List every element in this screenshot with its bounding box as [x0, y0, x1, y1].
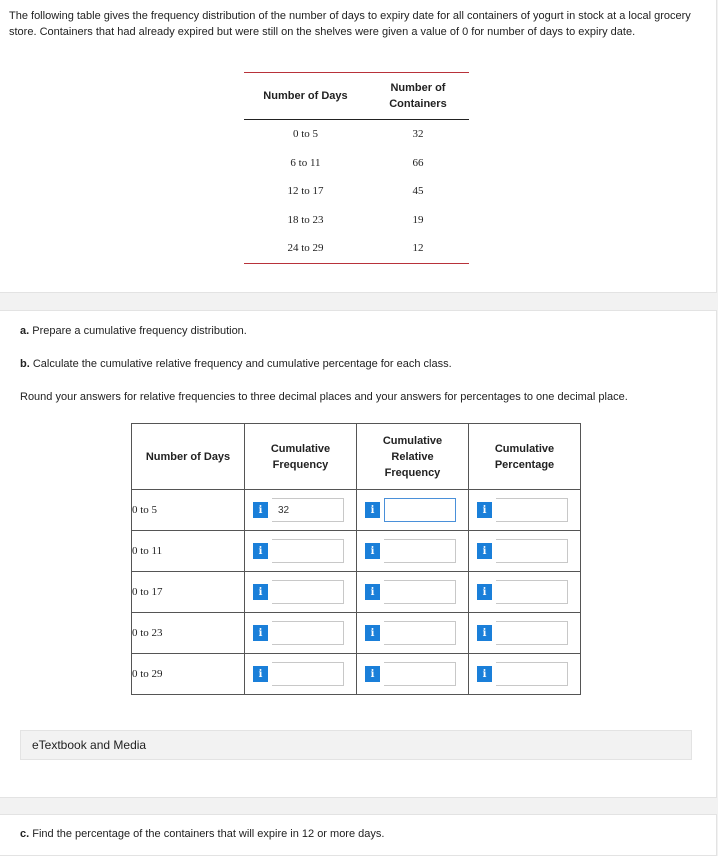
info-icon[interactable]: i — [477, 543, 492, 559]
cumulative-frequency-input[interactable] — [272, 498, 344, 522]
info-icon[interactable]: i — [365, 543, 380, 559]
cumulative-frequency-input[interactable] — [272, 539, 344, 563]
etextbook-media-button[interactable]: eTextbook and Media — [20, 730, 692, 760]
question-b-text: Calculate the cumulative relative frequency and cumulative percentage for each class. — [29, 358, 452, 370]
info-icon[interactable]: i — [477, 502, 492, 518]
row-label: 0 to 17 — [132, 572, 245, 613]
cumulative-percentage-field — [477, 539, 580, 563]
info-icon[interactable]: i — [365, 625, 380, 641]
days-cell: 24 to 29 — [287, 242, 324, 255]
containers-cell: 12 — [412, 242, 424, 255]
header-cumulative-frequency — [245, 424, 357, 490]
cumulative-frequency-input[interactable] — [272, 621, 344, 645]
days-cell: 18 to 23 — [287, 213, 324, 226]
info-icon[interactable]: i — [477, 625, 492, 641]
row-label: 0 to 5 — [132, 490, 245, 531]
question-c-panel — [0, 814, 717, 856]
header-cumulative-relative-frequency-label: Cumulative Relative Frequency — [382, 434, 443, 479]
cumulative-relative-frequency-input[interactable] — [384, 539, 456, 563]
question-b — [20, 358, 452, 370]
cumulative-percentage-input[interactable] — [496, 498, 568, 522]
cumulative-frequency-field — [253, 621, 356, 645]
info-icon[interactable]: i — [365, 584, 380, 600]
header-number-of-days: Number of Days — [132, 424, 245, 490]
cumulative-relative-frequency-field — [365, 580, 468, 604]
col-number-of-containers-label: Number of Containers — [389, 82, 447, 110]
header-cumulative-percentage — [469, 424, 581, 490]
cumulative-percentage-input[interactable] — [496, 621, 568, 645]
cumulative-frequency-cell — [245, 613, 357, 654]
cumulative-relative-frequency-field — [365, 662, 468, 686]
info-icon[interactable]: i — [253, 584, 268, 600]
cumulative-frequency-cell — [245, 572, 357, 613]
cumulative-frequency-field — [253, 662, 356, 686]
question-a-text: Prepare a cumulative frequency distribution. — [29, 325, 247, 337]
cumulative-percentage-cell — [469, 654, 581, 695]
header-cumulative-relative-frequency — [357, 424, 469, 490]
info-icon[interactable]: i — [253, 666, 268, 682]
cumulative-relative-frequency-input[interactable] — [384, 621, 456, 645]
info-icon[interactable]: i — [253, 502, 268, 518]
info-icon[interactable]: i — [477, 584, 492, 600]
question-c-text: Find the percentage of the containers that will expire in 12 or more days. — [29, 828, 385, 840]
row-label: 0 to 29 — [132, 654, 245, 695]
info-icon[interactable]: i — [365, 666, 380, 682]
cumulative-frequency-field — [253, 580, 356, 604]
col-number-of-days: Number of Days — [263, 90, 348, 102]
table-row — [132, 654, 581, 695]
cumulative-relative-frequency-cell — [357, 531, 469, 572]
cumulative-relative-frequency-field — [365, 539, 468, 563]
table-row — [244, 120, 469, 149]
problem-panel — [0, 0, 717, 293]
cumulative-frequency-field — [253, 498, 356, 522]
containers-cell: 19 — [412, 213, 424, 226]
cumulative-percentage-field — [477, 662, 580, 686]
cumulative-relative-frequency-input[interactable] — [384, 662, 456, 686]
containers-cell: 45 — [412, 185, 424, 198]
table-row — [132, 613, 581, 654]
cumulative-frequency-cell — [245, 490, 357, 531]
table-row — [132, 490, 581, 531]
col-number-of-containers — [367, 73, 469, 120]
info-icon[interactable]: i — [365, 502, 380, 518]
table-row — [132, 572, 581, 613]
cumulative-frequency-input[interactable] — [272, 580, 344, 604]
cumulative-relative-frequency-input[interactable] — [384, 580, 456, 604]
cumulative-relative-frequency-input[interactable] — [384, 498, 456, 522]
question-b-label: b. — [20, 358, 30, 370]
rounding-instructions: Round your answers for relative frequencies to three decimal places and your answers for percentages to one decimal place. — [20, 391, 628, 403]
cumulative-percentage-cell — [469, 490, 581, 531]
cumulative-percentage-input[interactable] — [496, 662, 568, 686]
table-row — [244, 206, 469, 235]
cumulative-relative-frequency-cell — [357, 490, 469, 531]
cumulative-percentage-cell — [469, 572, 581, 613]
problem-intro: The following table gives the frequency distribution of the number of days to expiry date for all containers of yogurt in stock at a local grocery store. Containers that had already expired but were still on the shelves were given a value of 0 for number of days to expiry date. — [9, 10, 691, 38]
info-icon[interactable]: i — [477, 666, 492, 682]
containers-cell: 66 — [412, 156, 424, 169]
header-cumulative-percentage-label: Cumulative Percentage — [494, 442, 555, 471]
cumulative-frequency-input[interactable] — [272, 662, 344, 686]
question-ab-panel — [0, 310, 717, 798]
days-cell: 12 to 17 — [287, 185, 324, 198]
cumulative-frequency-cell — [245, 654, 357, 695]
info-icon[interactable]: i — [253, 543, 268, 559]
question-a-label: a. — [20, 325, 30, 337]
days-cell: 6 to 11 — [290, 156, 321, 169]
cumulative-frequency-cell — [245, 531, 357, 572]
info-icon[interactable]: i — [253, 625, 268, 641]
cumulative-percentage-field — [477, 621, 580, 645]
row-label: 0 to 23 — [132, 613, 245, 654]
question-c-label: c. — [20, 828, 30, 840]
cumulative-frequency-field — [253, 539, 356, 563]
cumulative-percentage-cell — [469, 531, 581, 572]
table-row — [244, 177, 469, 206]
cumulative-percentage-field — [477, 498, 580, 522]
cumulative-percentage-field — [477, 580, 580, 604]
table-row — [244, 234, 469, 263]
table-row — [132, 531, 581, 572]
question-c — [20, 828, 384, 840]
row-label: 0 to 11 — [132, 531, 245, 572]
cumulative-relative-frequency-cell — [357, 654, 469, 695]
cumulative-relative-frequency-cell — [357, 613, 469, 654]
answer-table — [131, 423, 581, 695]
cumulative-percentage-cell — [469, 613, 581, 654]
cumulative-relative-frequency-field — [365, 498, 468, 522]
cumulative-percentage-input[interactable] — [496, 580, 568, 604]
cumulative-relative-frequency-field — [365, 621, 468, 645]
header-cumulative-frequency-label: Cumulative Frequency — [270, 442, 331, 471]
question-a — [20, 325, 247, 337]
table-row — [244, 149, 469, 178]
cumulative-relative-frequency-cell — [357, 572, 469, 613]
cumulative-percentage-input[interactable] — [496, 539, 568, 563]
days-cell: 0 to 5 — [292, 128, 318, 141]
containers-cell: 32 — [412, 128, 424, 141]
frequency-table — [244, 72, 469, 264]
